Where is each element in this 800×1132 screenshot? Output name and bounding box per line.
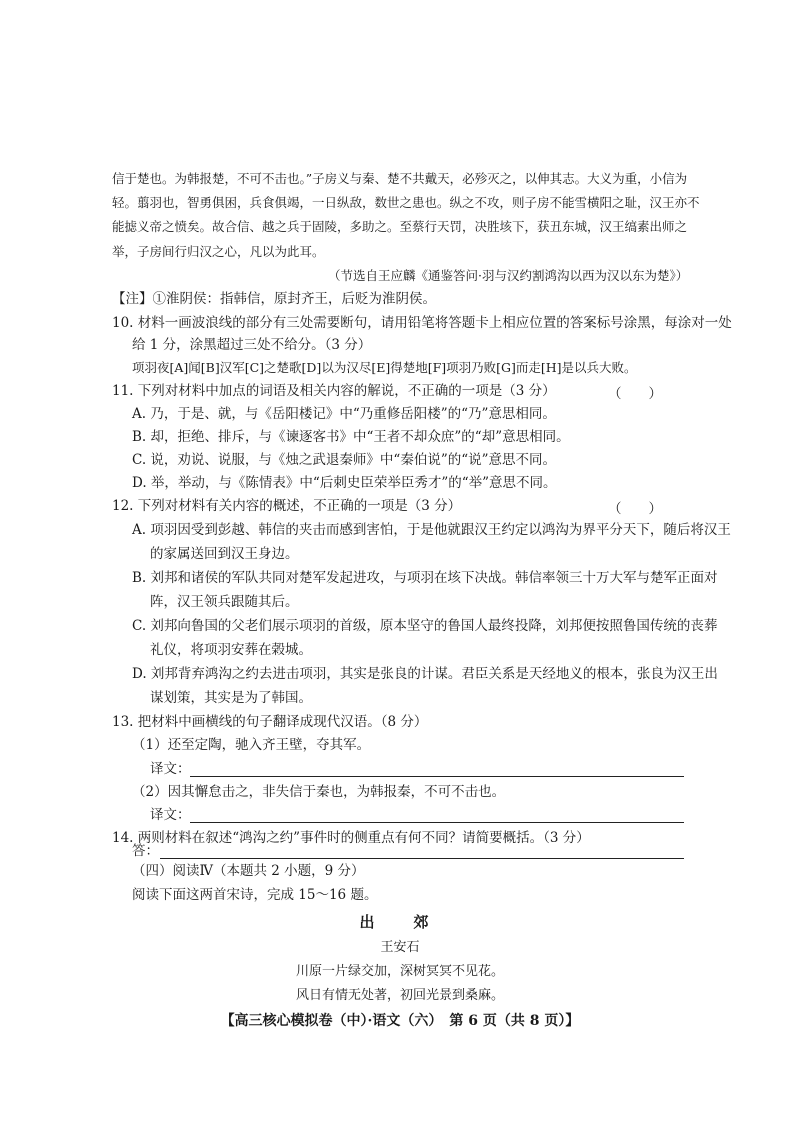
q13-answer-line-2[interactable] (190, 822, 684, 823)
q11-option-c: C. 说，劝说、说服，与《烛之武退秦师》中“秦伯说”的“说”意思不同。 (132, 452, 557, 468)
q13-answer-label-1: 译文： (150, 761, 191, 777)
q12-answer-paren: （ ） (608, 501, 662, 517)
passage-source: （节选自王应麟《通鉴答问·羽与汉约割鸿沟以西为汉以东为楚》） (328, 268, 689, 283)
passage-line-3: 能摅义帝之愤矣。故合信、越之兵于固陵，多助之。至蔡行天罚，决胜垓下，获丑东城，汉王缟素出师之 (112, 219, 688, 234)
q12-option-a-line-2: 的家属送回到汉王身边。 (150, 546, 299, 562)
q11-option-b: B. 却，拒绝、排斥，与《谏逐客书》中“王者不却众庶”的“却”意思相同。 (132, 429, 570, 445)
poem-line-2: 风日有情无处著，初回光景到桑麻。 (295, 988, 504, 1003)
q12-option-a-line-1: A. 项羽因受到彭越、韩信的夹击而感到害怕，于是他就跟汉王约定以鸿沟为界平分天下，随后将汉王 (132, 522, 731, 538)
section4-heading: （四）阅读Ⅳ（本题共 2 小题，9 分） (132, 863, 365, 879)
passage-line-1: 信于楚也。为韩报楚，不可不击也。”子房义与秦、楚不共戴天，必殄灭之，以伸其志。大义为重，小信为 (112, 171, 688, 186)
q13-stem: 13. 把材料中画横线的句子翻译成现代汉语。（8 分） (112, 714, 428, 730)
q10-sentence: 项羽夜[A]闻[B]汉军[C]之楚歌[D]以为汉尽[E]得楚地[F]项羽乃败[G]而走[H]是以兵大败。 (132, 360, 637, 375)
q14-answer-label: 答： (132, 843, 159, 859)
page-footer: 【高三核心模拟卷（中）·语文（六） 第 6 页（共 8 页）】 (220, 1013, 580, 1029)
poem-title: 出 郊 (359, 913, 441, 931)
q12-option-b-line-2: 阵，汉王领兵跟随其后。 (150, 594, 299, 610)
q13-sentence-2: （2）因其懈怠击之，非失信于秦也，为韩报秦，不可不击也。 (132, 784, 506, 800)
q12-stem: 12. 下列对材料有关内容的概述，不正确的一项是（3 分） (112, 498, 462, 514)
q11-stem: 11. 下列对材料中加点的词语及相关内容的解说，不正确的一项是（3 分） (112, 383, 556, 399)
note: 【注】①淮阴侯：指韩信，原封齐王，后贬为淮阴侯。 (112, 291, 436, 307)
q14-answer-line[interactable] (160, 858, 684, 859)
q14-stem: 14. 两则材料在叙述“鸿沟之约”事件时的侧重点有何不同？请简要概括。（3 分） (112, 830, 590, 846)
passage-line-2: 轻。翦羽也，智勇俱困，兵食俱竭，一日纵敌，数世之患也。纵之不攻，则子房不能雪横阳之耻，汉王亦不 (112, 195, 700, 210)
q11-option-a: A. 乃，于是、就，与《岳阳楼记》中“乃重修岳阳楼”的“乃”意思相同。 (132, 406, 556, 422)
q12-option-c-line-1: C. 刘邦向鲁国的父老们展示项羽的首级，原本坚守的鲁国人最终投降，刘邦便按照鲁国传统的丧葬 (132, 618, 718, 634)
poem-line-1: 川原一片绿交加，深树冥冥不见花。 (295, 964, 504, 979)
q13-answer-label-2: 译文： (150, 807, 191, 823)
q12-option-d-line-2: 谋划策，其实是为了韩国。 (150, 690, 312, 706)
section4-instruction: 阅读下面这两首宋诗，完成 15～16 题。 (132, 887, 378, 903)
q11-answer-paren: （ ） (608, 386, 662, 402)
q12-option-d-line-1: D. 刘邦背弃鸿沟之约去进击项羽，其实是张良的计谋。君臣关系是天经地义的根本，张良为汉王出 (132, 666, 718, 682)
q10-stem-line-2: 给 1 分，涂黑超过三处不给分。（3 分） (132, 337, 372, 353)
q13-sentence-1: （1）还至定陶，驰入齐王壁，夺其军。 (132, 737, 371, 753)
poem-author: 王安石 (380, 940, 420, 955)
q12-option-b-line-1: B. 刘邦和诸侯的军队共同对楚军发起进攻，与项羽在垓下决战。韩信率领三十万大军与楚军正面对 (132, 570, 718, 586)
q12-option-c-line-2: 礼仪，将项羽安葬在榖城。 (150, 642, 312, 658)
q13-answer-line-1[interactable] (190, 776, 684, 777)
q10-stem-line-1: 10. 材料一画波浪线的部分有三处需要断句，请用铅笔将答题卡上相应位置的答案标号涂黑，每涂对一处 (112, 315, 732, 331)
passage-line-4: 举，子房间行归汉之心，凡以为此耳。 (112, 244, 325, 259)
q11-option-d: D. 举，举动，与《陈情表》中“后刺史臣荣举臣秀才”的“举”意思不同。 (132, 475, 557, 491)
